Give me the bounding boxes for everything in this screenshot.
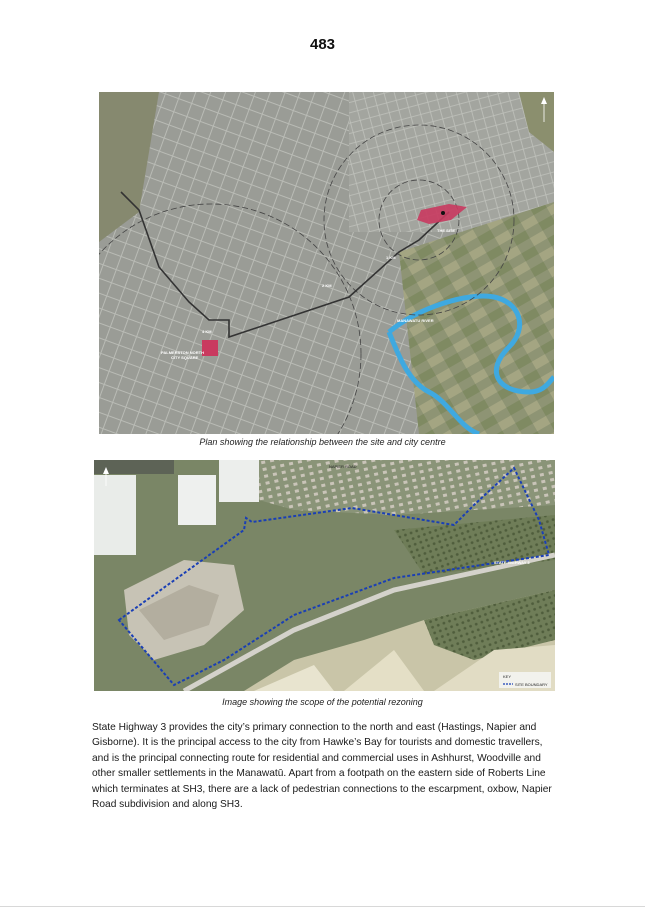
legend-title: KEY: [503, 674, 512, 679]
rezoning-scope-graphic: [94, 460, 555, 691]
ring-2km-label: 2 KM: [322, 283, 332, 288]
figure1-caption: Plan showing the relationship between the site and city centre: [199, 437, 446, 447]
ring-4km-label: 4 KM: [202, 329, 212, 334]
ring-1km-label: 1 KM: [386, 255, 396, 260]
figure2-caption: Image showing the scope of the potential rezoning: [222, 697, 423, 707]
aerial-plan-graphic: [99, 92, 554, 434]
page-bottom-divider: [0, 906, 645, 907]
river-label: MANAWATU RIVER: [397, 318, 434, 323]
road-top-label: NAPIER ROAD: [329, 464, 357, 469]
page-number: 483: [309, 36, 336, 53]
rezoning-scope-map: [94, 460, 555, 691]
aerial-plan-map: [99, 92, 554, 434]
city-square-label-1: PALMERSTON NORTH: [161, 350, 204, 355]
city-square-label-2: CITY SQUARE: [171, 355, 199, 360]
map-legend: [499, 672, 551, 688]
sh3-label: STATE HIGHWAY 3: [494, 560, 530, 565]
body-paragraph: State Highway 3 provides the city’s primary connection to the north and east (Hastings, Napier and Gisborne). It is the principal access to the city from Hawke’s Bay for tourists and domestic travellers, and is the principal connecting route for residential and commercial uses in Ashhurst, Woodville and other smaller settlements in the Manawatū. Apart from a footpath on the eastern side of Roberts Line which terminates at SH3, there are a lack of pedestrian connections to the escarpment, oxbow, Napier Road subdivision and along SH3.: [92, 722, 552, 811]
legend-item: SITE BOUNDARY: [515, 682, 548, 687]
site-label: THE SITE: [437, 228, 456, 233]
